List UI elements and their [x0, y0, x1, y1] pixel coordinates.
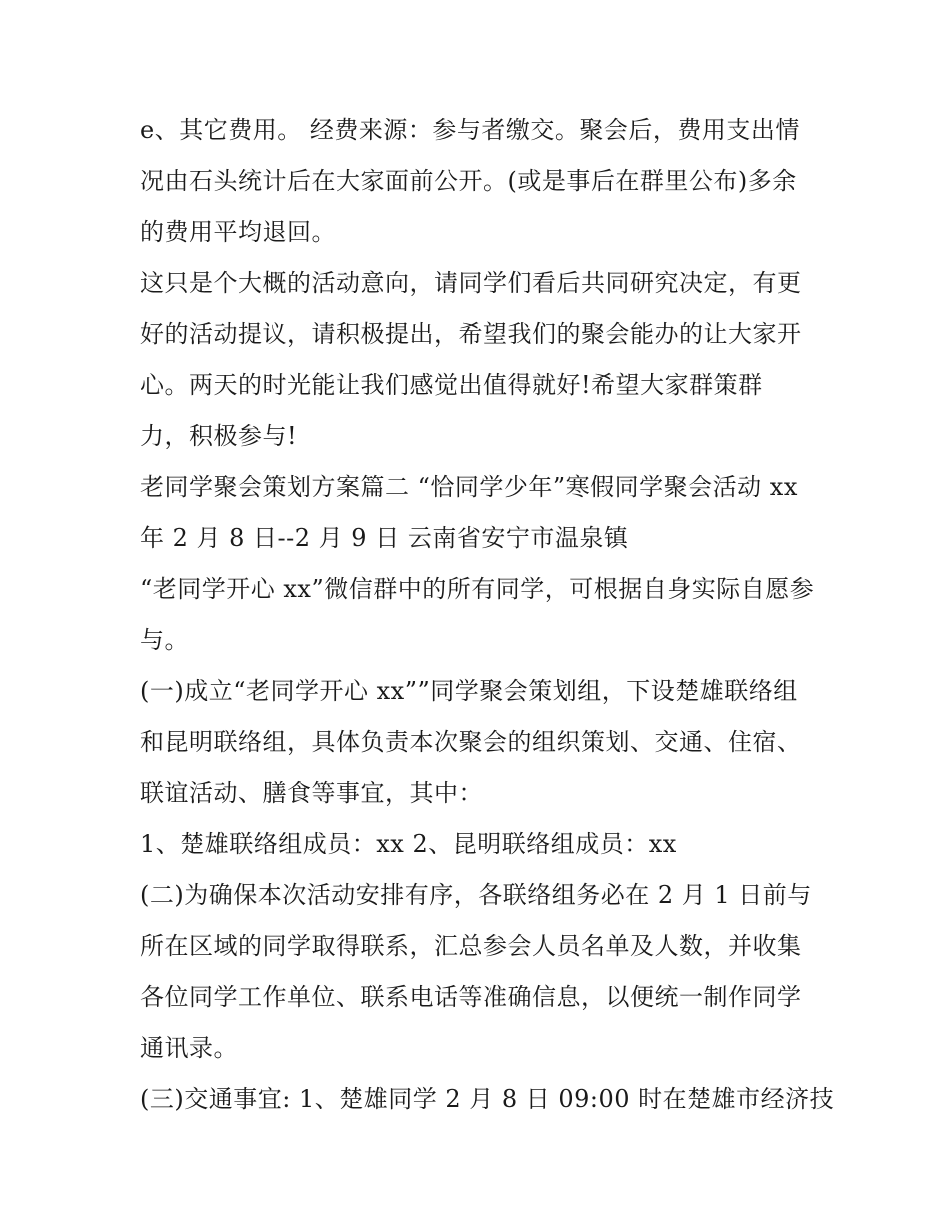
text-line: 力，积极参与! [140, 422, 298, 450]
document-body [140, 108, 835, 1128]
text-line: 心。两天的时光能让我们感觉出值得就好!希望大家群策群 [140, 371, 763, 399]
text-line: (二)为确保本次活动安排有序，各联络组务必在 2 月 1 日前与 [140, 881, 812, 909]
text-line: 与。 [140, 626, 189, 654]
text-line: 通讯录。 [140, 1034, 238, 1062]
text-line: e、其它费用。 经费来源：参与者缴交。聚会后，费用支出情 [140, 116, 800, 144]
text-line: (三)交通事宜: 1、楚雄同学 2 月 8 日 09:00 时在楚雄市经济技 [140, 1085, 835, 1113]
text-line: (一)成立“老同学开心 xx””同学聚会策划组，下设楚雄联络组 [140, 677, 798, 705]
text-line: “老同学开心 xx”微信群中的所有同学，可根据自身实际自愿参 [140, 575, 815, 603]
text-line: 联谊活动、膳食等事宜，其中： [140, 779, 483, 807]
text-line: 老同学聚会策划方案篇二 “恰同学少年”寒假同学聚会活动 xx [140, 473, 798, 501]
text-line: 的费用平均退回。 [140, 218, 336, 246]
text-line: 各位同学工作单位、联系电话等准确信息，以便统一制作同学 [140, 983, 802, 1011]
text-line: 1、楚雄联络组成员：xx 2、昆明联络组成员：xx [140, 830, 677, 858]
text-line: 所在区域的同学取得联系，汇总参会人员名单及人数，并收集 [140, 932, 802, 960]
text-line: 况由石头统计后在大家面前公开。(或是事后在群里公布)多余 [140, 167, 797, 195]
text-line: 和昆明联络组，具体负责本次聚会的组织策划、交通、住宿、 [140, 728, 802, 756]
text-line: 这只是个大概的活动意向，请同学们看后共同研究决定，有更 [140, 269, 802, 297]
text-line: 年 2 月 8 日--2 月 9 日 云南省安宁市温泉镇 [140, 524, 629, 552]
text-line: 好的活动提议，请积极提出，希望我们的聚会能办的让大家开 [140, 320, 802, 348]
